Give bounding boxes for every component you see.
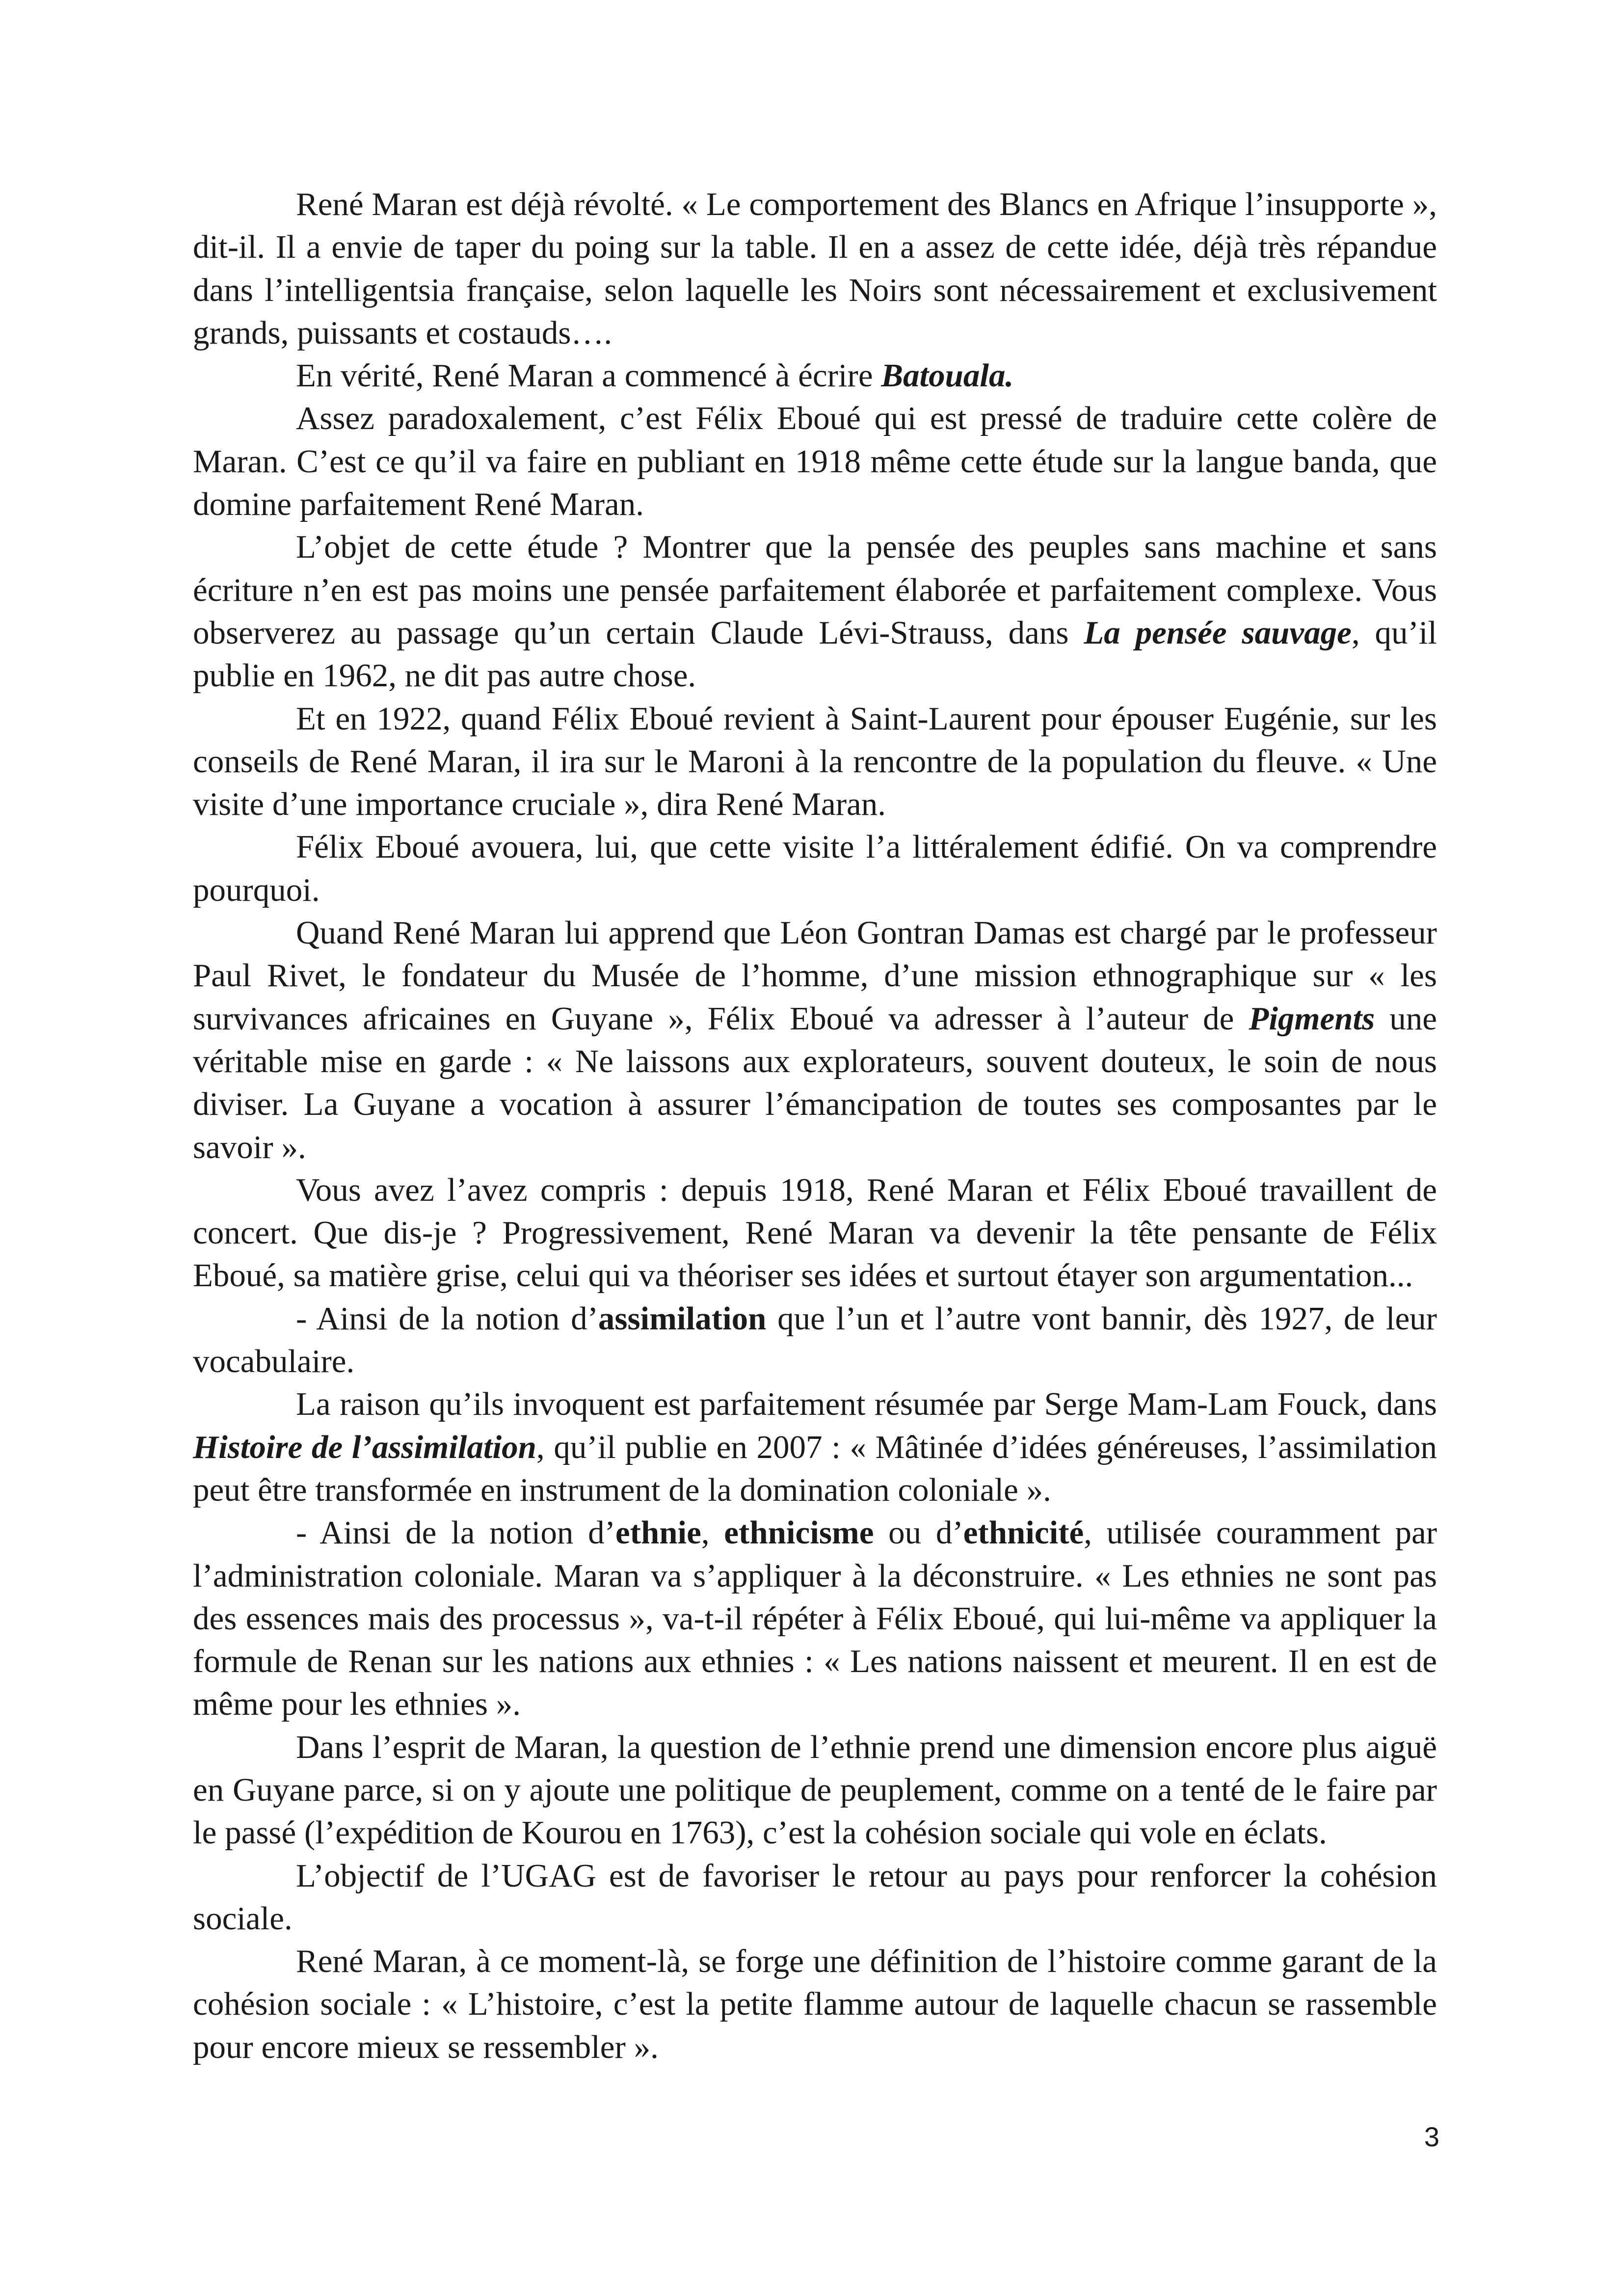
paragraph-text: Félix Eboué avouera, lui, que cette visite l’a littéralement édifié. On va comprendre pourquoi. [193, 829, 1437, 908]
paragraph-text: ou d’ [874, 1514, 963, 1551]
paragraph-text: René Maran, à ce moment-là, se forge une définition de l’histoire comme garant de la cohésion sociale : « L’histoire, c’est la petite flamme autour de laquelle chacun se rassemble pour encore mieux se ressembler ». [193, 1943, 1437, 2065]
paragraph-text: L’objet de cette étude ? Montrer que la pensée des peuples sans machine et sans écriture n’en est pas moins une pensée parfaitement élaborée et parfaitement complexe. Vous observerez au passage qu’un certain Claude Lévi-Strauss, dans [193, 529, 1437, 651]
paragraph [193, 1383, 1437, 1512]
paragraph [193, 1940, 1437, 2069]
paragraph-text: Assez paradoxalement, c’est Félix Eboué qui est pressé de traduire cette colère de Maran. C’est ce qu’il va faire en publiant en 1918 même cette étude sur la langue banda, que domine parfaitement René Maran. [193, 400, 1437, 523]
book-title-batouala: Batouala. [881, 357, 1014, 394]
term-ethnicisme: ethnicisme [724, 1514, 874, 1551]
page-number: 3 [1424, 2121, 1439, 2152]
book-title-pigments: Pigments [1249, 1000, 1375, 1037]
paragraph [193, 526, 1437, 697]
paragraph-text: En vérité, René Maran a commencé à écrire [296, 357, 881, 394]
book-title-histoire-de-l-assimilation: Histoire de l’assimilation [193, 1429, 536, 1465]
paragraph-text: , [701, 1514, 724, 1551]
paragraph [193, 698, 1437, 826]
paragraph-text: - Ainsi de la notion d’ [296, 1514, 615, 1551]
paragraph [193, 1297, 1437, 1383]
paragraph-text: Vous avez l’avez compris : depuis 1918, René Maran et Félix Eboué travaillent de concert. Que dis-je ? Progressivement, René Maran va devenir la tête pensante de Félix Eboué, sa matière grise, celui qui va théoriser ses idées et surtout étayer son argumentation... [193, 1171, 1437, 1294]
paragraph [193, 1726, 1437, 1855]
term-ethnicite: ethnicité [963, 1514, 1084, 1551]
paragraph [193, 1512, 1437, 1726]
paragraph-text: L’objectif de l’UGAG est de favoriser le retour au pays pour renforcer la cohésion sociale. [193, 1857, 1437, 1937]
term-assimilation: assimilation [598, 1300, 767, 1337]
paragraph-text: , qu’il publie en 2007 : « Mâtinée d’idées généreuses, l’assimilation peut être transformée en instrument de la domination coloniale ». [193, 1429, 1437, 1508]
paragraph [193, 354, 1437, 397]
paragraph-text: que l’un et l’autre vont bannir, dès 1927, de leur vocabulaire. [193, 1300, 1437, 1380]
term-ethnie: ethnie [615, 1514, 701, 1551]
paragraph [193, 912, 1437, 1169]
paragraph [193, 1855, 1437, 1941]
paragraph-text: une véritable mise en garde : « Ne laissons aux explorateurs, souvent douteux, le soin de nous diviser. La Guyane a vocation à assurer l’émancipation de toutes ses composantes par le savoir ». [193, 1000, 1437, 1165]
paragraph [193, 826, 1437, 912]
paragraph-text: Dans l’esprit de Maran, la question de l’ethnie prend une dimension encore plus aiguë en Guyane parce, si on y ajoute une politique de peuplement, comme on a tenté de le faire par le passé (l’expédition de Kourou en 1763), c’est la cohésion sociale qui vole en éclats. [193, 1729, 1437, 1851]
paragraph-text: Et en 1922, quand Félix Eboué revient à Saint-Laurent pour épouser Eugénie, sur les conseils de René Maran, il ira sur le Maroni à la rencontre de la population du fleuve. « Une visite d’une importance cruciale », dira René Maran. [193, 700, 1437, 823]
paragraph [193, 1169, 1437, 1297]
paragraph-text: La raison qu’ils invoquent est parfaitement résumée par Serge Mam-Lam Fouck, dans [296, 1386, 1437, 1423]
paragraph-text: , utilisée couramment par l’administration coloniale. Maran va s’appliquer à la déconstruire. « Les ethnies ne sont pas des essences mais des processus », va-t-il répéter à Félix Eboué, qui lui-même va appliquer la formule de Renan sur les nations aux ethnies : « Les nations naissent et meurent. Il en est de même pour les ethnies ». [193, 1514, 1437, 1723]
paragraph-text: René Maran est déjà révolté. « Le comportement des Blancs en Afrique l’insupporte », dit-il. Il a envie de taper du poing sur la table. Il en a assez de cette idée, déjà très répandue dans l’intelligentsia française, selon laquelle les Noirs sont nécessairement et exclusivement grands, puissants et costauds…. [193, 186, 1437, 351]
body-text [193, 183, 1437, 2069]
paragraph [193, 397, 1437, 526]
paragraph-text: Quand René Maran lui apprend que Léon Gontran Damas est chargé par le professeur Paul Rivet, le fondateur du Musée de l’homme, d’une mission ethnographique sur « les survivances africaines en Guyane », Félix Eboué va adresser à l’auteur de [193, 915, 1437, 1037]
paragraph [193, 183, 1437, 354]
paragraph-text: - Ainsi de la notion d’ [296, 1300, 598, 1337]
book-title-la-pensee-sauvage: La pensée sauvage [1084, 614, 1352, 651]
paragraph-text: , qu’il publie en 1962, ne dit pas autre chose. [193, 614, 1437, 694]
